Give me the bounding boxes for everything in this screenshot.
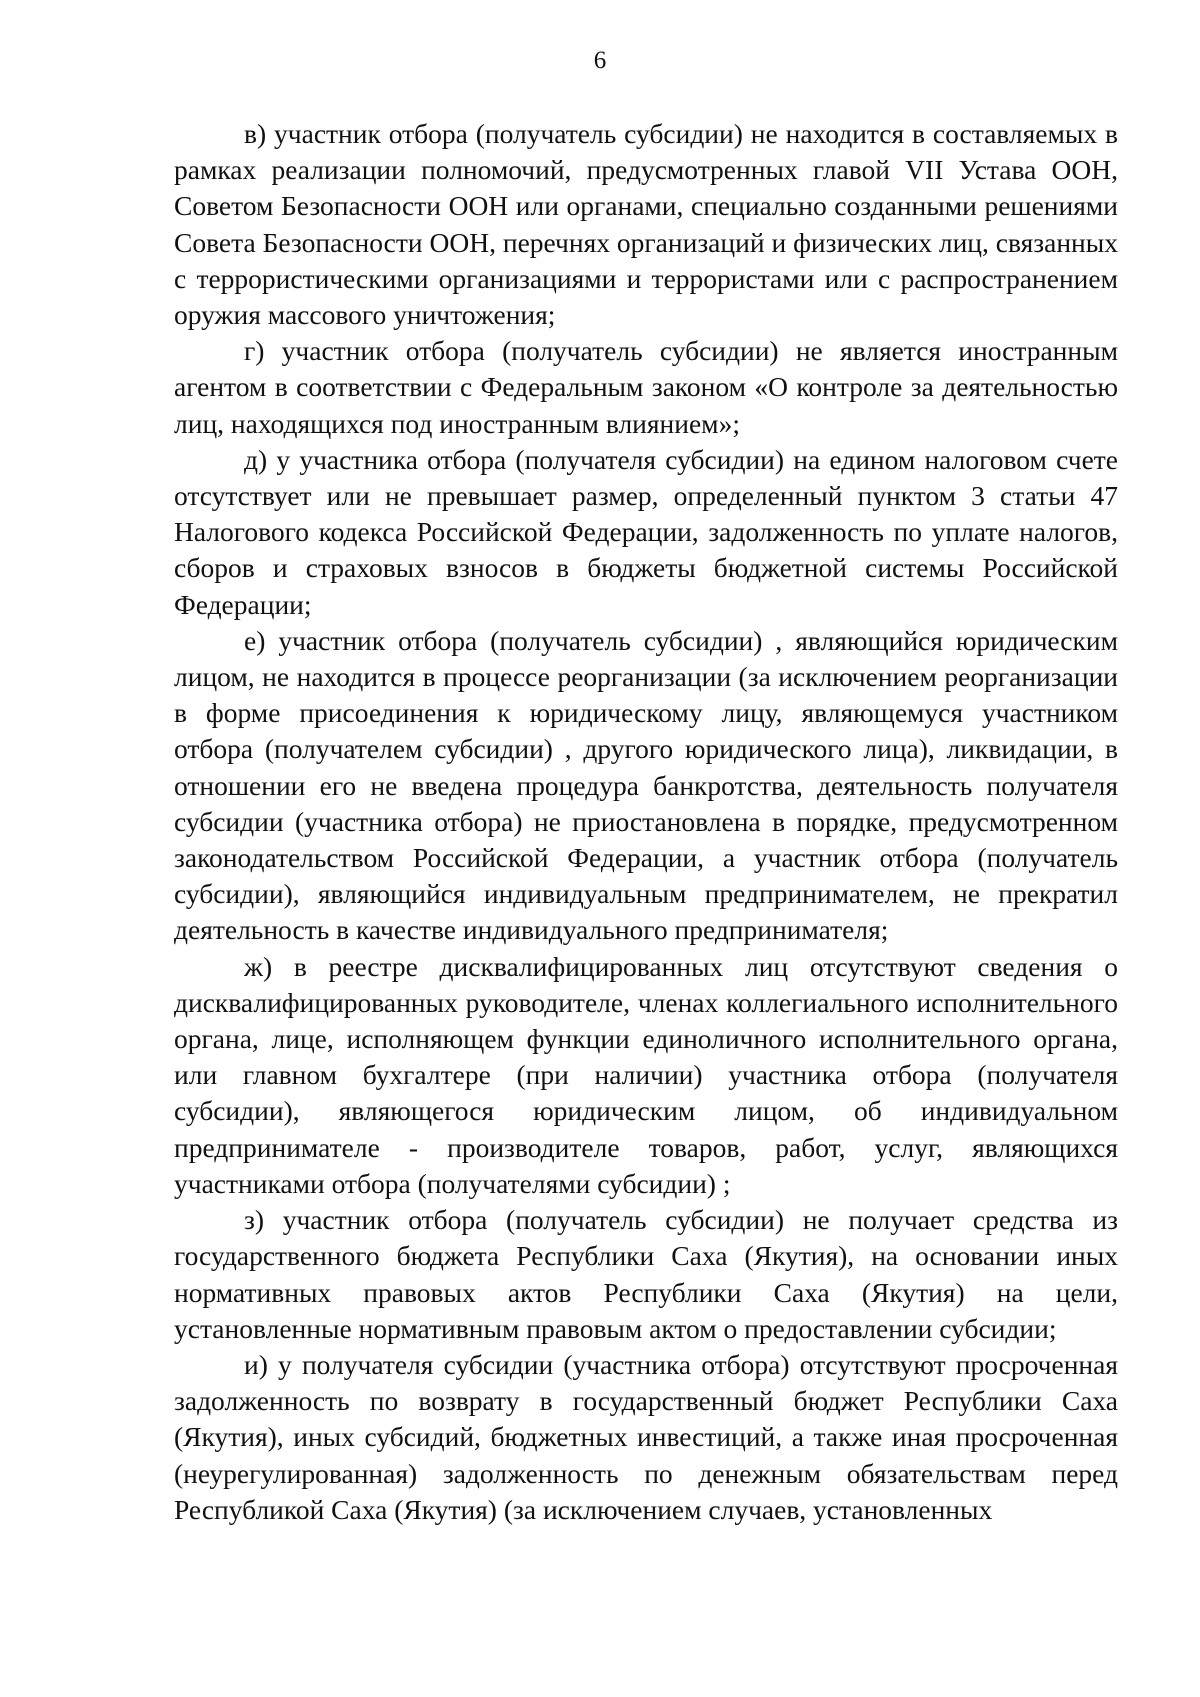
paragraph-e: е) участник отбора (получатель субсидии) , являющийся юридическим лицом, не находится в процессе реорганизации (за исключением реорганизации в форме присоединения к юридическому лицу, являющемуся участником отбора (получателем субсидии) , другого юридического лица), ликвидации, в отношении его не введена процедура банкротства, деятельность получателя субсидии (участника отбора) не приостановлена в порядке, предусмотренном законодательством Российской Федерации, а участник отбора (получатель субсидии), являющийся индивидуальным предпринимателем, не прекратил деятельность в качестве индивидуального предпринимателя;	[174, 624, 1118, 946]
page-number: 6	[593, 47, 607, 74]
document-body	[174, 116, 1118, 1528]
paragraph-i: и) у получателя субсидии (участника отбора) отсутствуют просроченная задолженность по возврату в государственный бюджет Республики Саха (Якутия), иных субсидий, бюджетных инвестиций, а также иная просроченная (неурегулированная) задолженность по денежным обязательствам перед Республикой Саха (Якутия) (за исключением случаев, установленных	[174, 1348, 1118, 1525]
paragraph-g: г) участник отбора (получатель субсидии) не является иностранным агентом в соответствии с Федеральным законом «О контроле за деятельностью лиц, находящихся под иностранным влиянием»;	[174, 335, 1118, 439]
paragraph-d: д) у участника отбора (получателя субсидии) на едином налоговом счете отсутствует или не превышает размер, определенный пунктом 3 статьи 47 Налогового кодекса Российской Федерации, задолженность по уплате налогов, сборов и страховых взносов в бюджеты бюджетной системы Российской Федерации;	[174, 443, 1118, 620]
paragraph-z: з) участник отбора (получатель субсидии) не получает средства из государственного бюджета Республики Саха (Якутия), на основании иных нормативных правовых актов Республики Саха (Якутия) на цели, установленные нормативным правовым актом о предоставлении субсидии;	[174, 1204, 1118, 1344]
paragraph-zh: ж) в реестре дисквалифицированных лиц отсутствуют сведения о дисквалифицированных руководителе, членах коллегиального исполнительного органа, лице, исполняющем функции единоличного исполнительного органа, или главном бухгалтере (при наличии) участника отбора (получателя субсидии), являющегося юридическим лицом, об индивидуальном предпринимателе - производителе товаров, работ, услуг, являющихся участниками отбора (получателями субсидии) ;	[174, 950, 1118, 1199]
paragraph-v: в) участник отбора (получатель субсидии) не находится в составляемых в рамках реализации полномочий, предусмотренных главой VII Устава ООН, Советом Безопасности ООН или органами, специально созданными решениями Совета Безопасности ООН, перечнях организаций и физических лиц, связанных с террористическими организациями и террористами или с распространением оружия массового уничтожения;	[174, 118, 1118, 331]
